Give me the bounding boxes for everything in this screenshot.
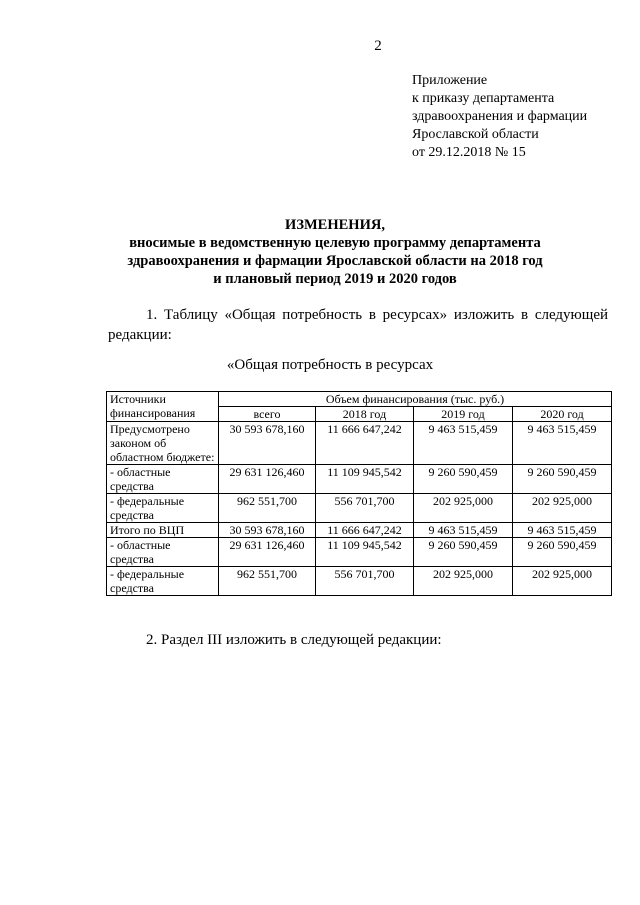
table-row — [107, 494, 612, 523]
row-label: Предусмотрено законом об областном бюджете: — [107, 422, 219, 465]
row-label: - областные средства — [107, 465, 219, 494]
table-cell: 9 260 590,459 — [414, 538, 513, 567]
table-cell: 11 109 945,542 — [316, 465, 414, 494]
table-cell: 11 666 647,242 — [316, 523, 414, 538]
table-cell: 962 551,700 — [219, 494, 316, 523]
heading-title: ИЗМЕНЕНИЯ, — [285, 217, 385, 233]
document-heading — [100, 216, 570, 288]
source-header: Источники финансирования — [107, 392, 219, 422]
table-row — [107, 465, 612, 494]
column-header: 2020 год — [513, 407, 612, 422]
row-label: - федеральные средства — [107, 494, 219, 523]
page-number: 2 — [374, 38, 382, 54]
heading-line: вносимые в ведомственную целевую программу департамента — [129, 235, 541, 251]
appendix-line: Приложение — [412, 73, 488, 88]
table-cell: 202 925,000 — [513, 567, 612, 596]
table-row — [107, 422, 612, 465]
table-cell: 9 260 590,459 — [513, 538, 612, 567]
table-cell: 202 925,000 — [414, 567, 513, 596]
table-cell: 9 463 515,459 — [414, 422, 513, 465]
paragraph-1: 1. Таблицу «Общая потребность в ресурсах» изложить в следующей редакции: — [108, 307, 608, 343]
volume-header: Объем финансирования (тыс. руб.) — [219, 392, 612, 407]
heading-line: и плановый период 2019 и 2020 годов — [213, 271, 457, 287]
table-cell: 29 631 126,460 — [219, 538, 316, 567]
table-cell: 202 925,000 — [414, 494, 513, 523]
row-label: - федеральные средства — [107, 567, 219, 596]
table-cell: 11 666 647,242 — [316, 422, 414, 465]
resources-table — [106, 391, 612, 596]
table-cell: 11 109 945,542 — [316, 538, 414, 567]
appendix-line: здравоохранения и фармации — [412, 109, 588, 124]
table-cell: 9 260 590,459 — [414, 465, 513, 494]
table-cell: 556 701,700 — [316, 494, 414, 523]
table-cell: 9 463 515,459 — [513, 523, 612, 538]
table-cell: 30 593 678,160 — [219, 523, 316, 538]
table-cell: 29 631 126,460 — [219, 465, 316, 494]
paragraph-2: 2. Раздел III изложить в следующей редакции: — [146, 632, 442, 648]
table-cell: 9 463 515,459 — [513, 422, 612, 465]
appendix-line: от 29.12.2018 № 15 — [412, 145, 526, 160]
table-row — [107, 567, 612, 596]
appendix-block — [412, 72, 587, 162]
table-cell: 962 551,700 — [219, 567, 316, 596]
table-row — [107, 538, 612, 567]
column-header: 2019 год — [414, 407, 513, 422]
column-header: 2018 год — [316, 407, 414, 422]
row-label: - областные средства — [107, 538, 219, 567]
table-cell: 30 593 678,160 — [219, 422, 316, 465]
column-header: всего — [219, 407, 316, 422]
appendix-line: к приказу департамента — [412, 91, 555, 106]
table-cell: 9 463 515,459 — [414, 523, 513, 538]
table-cell: 9 260 590,459 — [513, 465, 612, 494]
table-row — [107, 523, 612, 538]
table-cell: 202 925,000 — [513, 494, 612, 523]
appendix-line: Ярославской области — [412, 127, 539, 142]
heading-line: здравоохранения и фармации Ярославской области на 2018 год — [127, 253, 543, 269]
table-title: «Общая потребность в ресурсах — [226, 357, 434, 373]
row-label: Итого по ВЦП — [107, 523, 219, 538]
table-cell: 556 701,700 — [316, 567, 414, 596]
